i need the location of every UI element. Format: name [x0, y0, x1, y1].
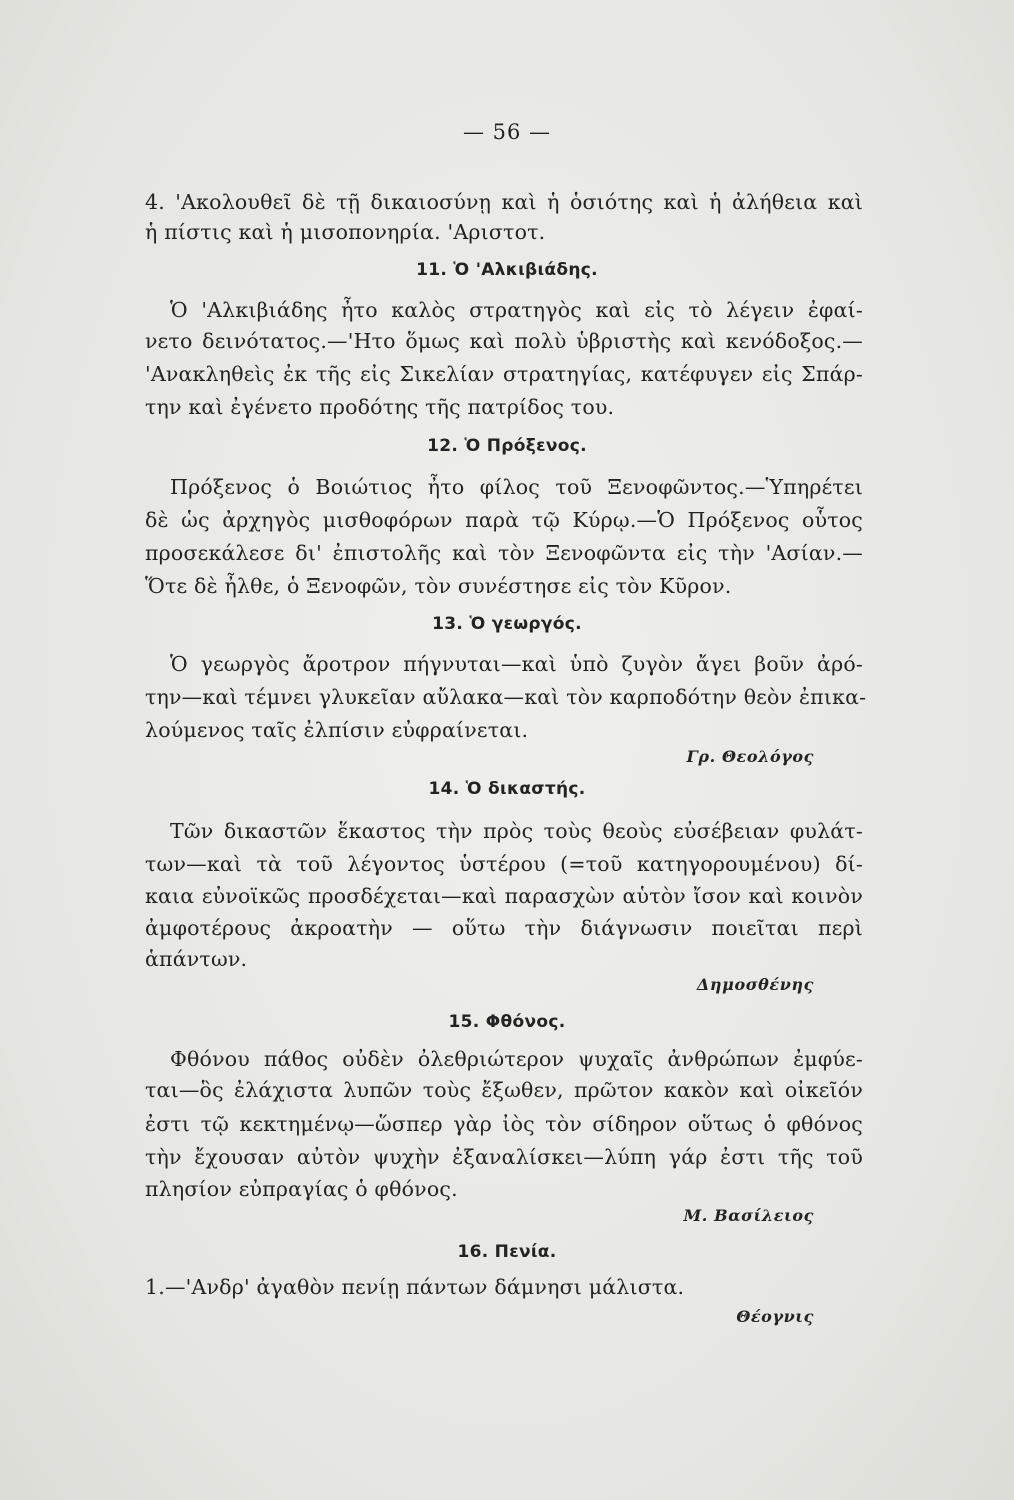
section-11-line-4: την καὶ ἐγένετο προδότης τῆς πατρίδος του.: [145, 395, 615, 419]
section-12-line-3: προσεκάλεσε δι' ἐπιστολῆς καὶ τὸν Ξενοφῶντα εἰς τὴν 'Ασίαν.—: [145, 541, 863, 565]
page-number: — 56 —: [462, 120, 552, 144]
section-12-line-4: Ὅτε δὲ ἦλθε, ὁ Ξενοφῶν, τὸν συνέστησε εἰς τὸν Κῦρον.: [145, 574, 732, 598]
section-14-line-1: Τῶν δικαστῶν ἕκαστος τὴν πρὸς τοὺς θεοὺς εὐσέβειαν φυλάτ-: [170, 819, 863, 843]
section-13-heading: 13. Ὁ γεωργός.: [432, 614, 582, 634]
section-16-heading: 16. Πενία.: [457, 1242, 557, 1262]
section-15-line-1: Φθόνου πάθος οὐδὲν ὀλεθριώτερον ψυχαῖς ἀνθρώπων ἐμφύε-: [170, 1047, 863, 1071]
section-14-line-5: ἁπάντων.: [145, 947, 248, 971]
section-13-line-3: λούμενος ταῖς ἐλπίσιν εὐφραίνεται.: [145, 718, 529, 742]
section-14-author: Δημοσθένης: [696, 975, 814, 994]
section-12-line-1: Πρόξενος ὁ Βοιώτιος ἦτο φίλος τοῦ Ξενοφῶντος.—Ὑπηρέτει: [170, 475, 863, 499]
section-14-line-2: των—καὶ τὰ τοῦ λέγοντος ὑστέρου (=τοῦ κατηγορουμένου) δί-: [145, 852, 863, 876]
section-15-line-4: τὴν ἔχουσαν αὐτὸν ψυχὴν ἐξαναλίσκει—λύπη γάρ ἐστι τῆς τοῦ: [145, 1145, 863, 1169]
section-13-line-2: την—καὶ τέμνει γλυκεῖαν αὔλακα—καὶ τὸν καρποδότην θεὸν ἐπικα-: [145, 685, 867, 709]
section-15-heading: 15. Φθόνος.: [448, 1012, 566, 1032]
section-15-line-5: πλησίον εὐπραγίας ὁ φθόνος.: [145, 1177, 458, 1201]
section-4-line-1: 4. 'Ακολουθεῖ δὲ τῇ δικαιοσύνῃ καὶ ἡ ὁσιότης καὶ ἡ ἀλήθεια καὶ: [145, 190, 863, 214]
section-11-heading: 11. Ὁ 'Αλκιβιάδης.: [416, 260, 598, 280]
section-4-line-2: ἡ πίστις καὶ ἡ μισοπονηρία. 'Αριστοτ.: [145, 220, 546, 244]
section-16-line-1: 1.—'Ανδρ' ἀγαθὸν πενίῃ πάντων δάμνησι μάλιστα.: [145, 1275, 685, 1299]
section-14-line-4: ἀμφοτέρους ἀκροατὴν — οὕτω τὴν διάγνωσιν ποιεῖται περὶ: [145, 916, 863, 940]
section-16-author: Θέογνις: [736, 1307, 814, 1326]
section-11-line-1: Ὁ 'Αλκιβιάδης ἦτο καλὸς στρατηγὸς καὶ εἰς τὸ λέγειν ἐφαί-: [170, 298, 863, 322]
section-14-line-3: καια εὐνοϊκῶς προσδέχεται—καὶ παρασχὼν αὑτὸν ἴσον καὶ κοινὸν: [145, 884, 863, 908]
section-15-author: Μ. Βασίλειος: [683, 1206, 814, 1225]
section-11-line-3: 'Ανακληθεὶς ἐκ τῆς εἰς Σικελίαν στρατηγίας, κατέφυγεν εἰς Σπάρ-: [145, 362, 863, 386]
section-12-heading: 12. Ὁ Πρόξενος.: [427, 436, 587, 456]
section-13-author: Γρ. Θεολόγος: [686, 747, 814, 766]
section-11-line-2: νετο δεινότατος.—'Ητο ὅμως καὶ πολὺ ὑβριστὴς καὶ κενόδοξος.—: [145, 329, 863, 353]
section-12-line-2: δὲ ὡς ἀρχηγὸς μισθοφόρων παρὰ τῷ Κύρῳ.—Ὁ Πρόξενος οὗτος: [145, 508, 863, 532]
section-14-heading: 14. Ὁ δικαστής.: [428, 779, 586, 799]
section-15-line-3: ἐστι τῷ κεκτημένῳ—ὥσπερ γὰρ ἰὸς τὸν σίδηρον οὕτως ὁ φθόνος: [145, 1112, 863, 1136]
section-15-line-2: ται—ὃς ἐλάχιστα λυπῶν τοὺς ἔξωθεν, πρῶτον κακὸν καὶ οἰκεῖόν: [145, 1078, 863, 1102]
section-13-line-1: Ὁ γεωργὸς ἄροτρον πήγνυται—καὶ ὑπὸ ζυγὸν ἄγει βοῦν ἀρό-: [170, 652, 863, 676]
